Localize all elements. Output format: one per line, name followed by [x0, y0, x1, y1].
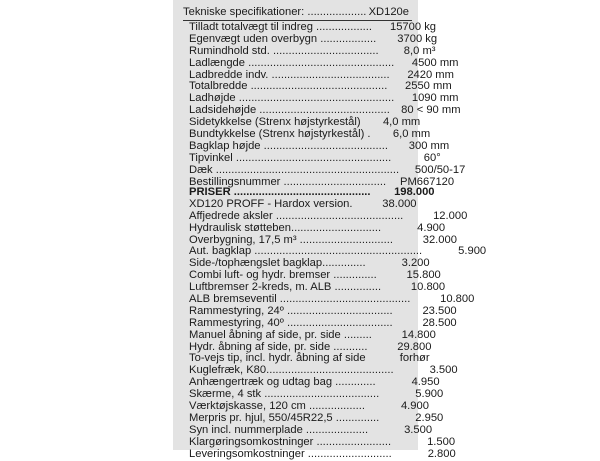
price-row-label: XD120 PROFF - Hardox version.: [189, 197, 353, 210]
spec-row: [189, 139, 450, 153]
spec-row-label: Tipvinkel ..................................................: [189, 151, 392, 164]
price-row-label: Aut. bagklap ......................................................: [189, 245, 423, 258]
price-row-label: ALB bremseventil ..........................................: [189, 293, 411, 306]
spec-row: [189, 56, 459, 70]
price-row-value: 5.900: [458, 245, 487, 258]
spec-row-value: 4,0 mm: [382, 116, 421, 129]
price-row-label: Anhængertræk og udtag bag .............: [189, 376, 376, 389]
price-row-label: Hydr. åbning af side, pr. side ...........: [189, 340, 368, 353]
spec-row-label: Sidetykkelse (Strenx højstyrkestål): [189, 116, 361, 129]
price-row-value: forhør: [399, 352, 430, 365]
spec-row-value: 300 mm: [408, 139, 450, 152]
price-row-label: Manuel åbning af side, pr. side .........: [189, 328, 372, 341]
price-row-value: 10.800: [410, 281, 446, 294]
price-row-label: Skærme, 4 stk .....................................: [189, 388, 380, 401]
spec-row-label: Bestillingsnummer .................................: [189, 175, 387, 188]
spec-row: [189, 151, 441, 165]
spec-header-label: Tekniske specifikationer: ...................: [183, 6, 367, 18]
price-row: [189, 423, 433, 437]
spec-row-value: 2420 mm: [407, 68, 454, 81]
price-row-label: Rammestyring, 40º ..................................: [189, 316, 393, 329]
spec-row-value: 60°: [423, 151, 441, 164]
spec-sheet-panel: [173, 0, 487, 460]
price-row-value: 10.800: [440, 293, 475, 306]
price-row-label: Overbygning, 17,5 m³ ..............................: [189, 233, 393, 246]
spec-row-value: 80 < 90 mm: [401, 104, 461, 117]
spec-row-label: Totalbredde ............................................: [189, 80, 388, 93]
spec-row-label: Ladlængde ...............................................: [189, 56, 395, 69]
spec-row: [189, 32, 438, 46]
price-row-label: Merpris pr. hjul, 550/45R22,5 ..............: [189, 411, 380, 424]
spec-row-label: Ladsidehøjde ..........................................: [189, 104, 390, 117]
spec-row-label: Ladhøjde ..................................................: [189, 92, 395, 105]
price-row: [189, 435, 456, 449]
price-row-value: 23.500: [422, 304, 457, 317]
price-row-label: Kuglefræk, K80.........................................: [189, 364, 394, 377]
model-name: XD120e: [368, 6, 409, 18]
price-row-value: 15.800: [406, 269, 441, 282]
price-row-value: 198.000: [394, 186, 435, 198]
spec-row-value: 1090 mm: [411, 92, 459, 105]
spec-row-label: Bundtykkelse (Strenx højstyrkestål) .: [189, 128, 371, 141]
price-row-label: PRISER ............................................: [189, 186, 371, 198]
spec-row: [189, 163, 466, 177]
price-row: [189, 304, 457, 318]
price-row-value: 3.200: [401, 257, 430, 270]
spec-row-value: 8,0 m³: [403, 44, 436, 57]
spec-row-value: 2550 mm: [405, 80, 452, 93]
spec-row-value: 500/50-17: [414, 163, 466, 176]
spec-row-label: Rumindhold std. ..................................: [189, 44, 379, 57]
price-row-label: Hydraulisk støtteben.............................: [189, 221, 382, 234]
price-row-value: 3.500: [429, 364, 458, 377]
spec-row: [189, 44, 436, 58]
price-row: [189, 447, 456, 461]
price-row-label: Combi luft- og hydr. bremser ..............: [189, 269, 377, 282]
price-row-value: 4.900: [417, 221, 446, 234]
spec-row-value: 15700 kg: [389, 21, 437, 33]
price-row-label: Klargøringsomkostninger ........................: [189, 435, 392, 448]
price-row-value: 5.900: [415, 388, 444, 401]
price-row-value: 28.500: [422, 316, 457, 329]
spec-row-value: 3700 kg: [397, 32, 438, 45]
price-row: [189, 316, 457, 330]
price-row-label: Luftbremser 2-kreds, m. ALB ...............: [189, 281, 382, 294]
price-row-value: 3.500: [404, 423, 433, 436]
spec-row-label: Bagklap højde ........................................: [189, 139, 388, 152]
price-row: [189, 328, 436, 342]
spec-list: [189, 21, 466, 188]
price-row-value: 1.500: [427, 435, 456, 448]
price-list: [189, 186, 487, 460]
price-row-value: 29.800: [397, 340, 432, 353]
price-row-label: Rammestyring, 24º ..................................: [189, 304, 393, 317]
price-row-value: 38.000: [382, 197, 417, 210]
price-row-value: 32.000: [422, 233, 457, 246]
price-row: [189, 197, 417, 211]
spec-row-value: 4500 mm: [411, 56, 459, 69]
spec-header: [183, 7, 412, 21]
price-row-label: To-vejs tip, incl. hydr. åbning af side: [189, 352, 366, 365]
price-row-value: 12.000: [433, 209, 468, 222]
price-row-value: 4.900: [400, 400, 429, 413]
price-row: [189, 209, 468, 223]
price-row-label: Affjedrede aksler .........................................: [189, 209, 404, 222]
spec-row-label: Egenvægt uden overbygn ..................: [189, 32, 377, 45]
price-row-value: 14.800: [401, 328, 436, 341]
price-row-value: 2.950: [415, 411, 444, 424]
spec-row-value: PM667120: [400, 175, 455, 188]
price-row-label: Værktøjskasse, 120 cm ..................: [189, 400, 365, 413]
spec-row-label: Tilladt totalvægt til indreg ..................: [189, 21, 373, 33]
price-row-value: 4.950: [411, 376, 440, 389]
price-row-label: Side-/tophængslet bagklap..............: [189, 257, 366, 270]
spec-row-label: Dæk ...........................................................: [189, 163, 400, 176]
spec-row-value: 6,0 mm: [392, 128, 431, 141]
price-row-label: Syn incl. nummerplade ....................: [189, 423, 369, 436]
spec-row-label: Ladbredde indv. ......................................: [189, 68, 390, 81]
price-row: [189, 221, 446, 235]
price-row-value: 2.800: [427, 447, 456, 460]
price-row-label: Leveringsomkostninger ...........................: [189, 447, 392, 460]
